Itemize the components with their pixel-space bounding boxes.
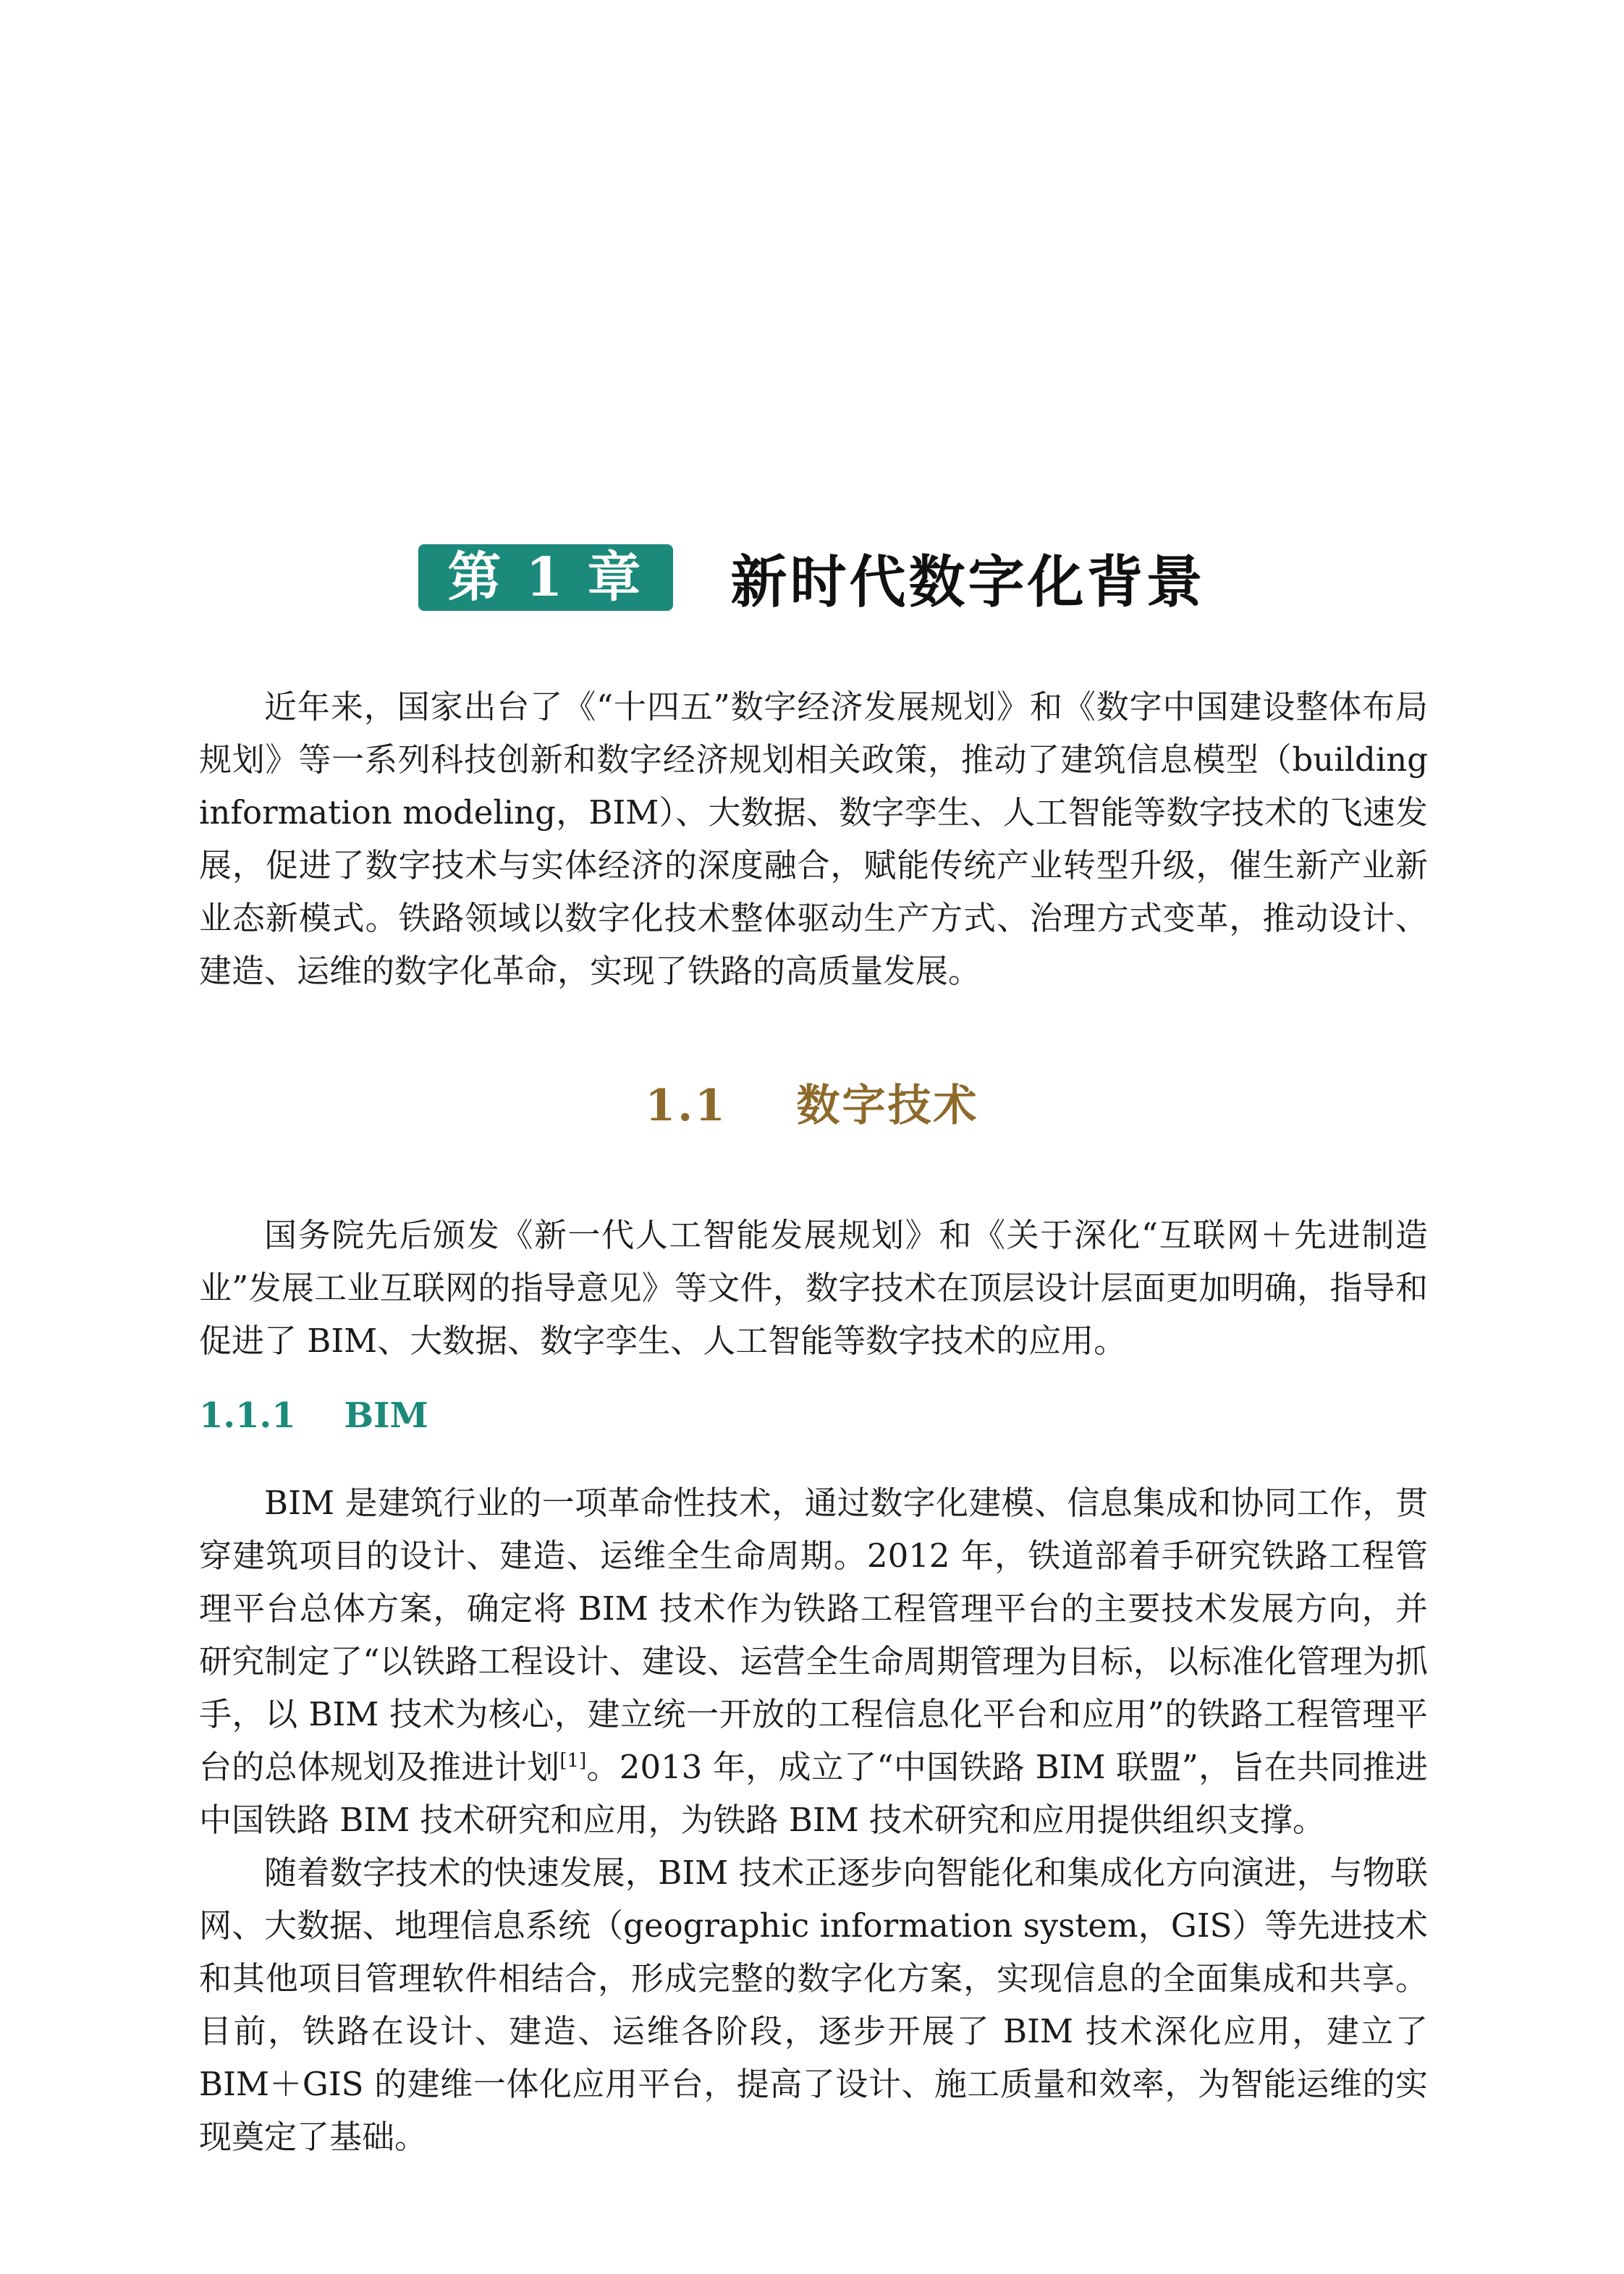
bim-paragraph-1-text: BIM 是建筑行业的一项革命性技术，通过数字化建模、信息集成和协同工作，贯穿建筑项目的设计、建造、运维全生命周期。2012 年，铁道部着手研究铁路工程管理平台总体方案，确定将 BIM 技术作为铁路工程管理平台的主要技术发展方向，并研究制定了“以铁路工程设计、建设、运营全生命周期管理为目标，以标准化管理为抓手，以 BIM 技术为核心，建立统一开放的工程信息化平台和应用”的铁路工程管理平台的总体规划及推进计划 xyxy=(199,1484,1428,1786)
section-heading xyxy=(0,1071,1624,1133)
section-paragraph: 国务院先后颁发《新一代人工智能发展规划》和《关于深化“互联网＋先进制造业”发展工业互联网的指导意见》等文件，数字技术在顶层设计层面更加明确，指导和促进了 BIM、大数据、数字孪生、人工智能等数字技术的应用。 xyxy=(199,1216,1428,1360)
bim-paragraph-1-text-cont: 。2013 年，成立了“中国铁路 BIM 联盟”，旨在共同推进中国铁路 BIM 技术研究和应用，为铁路 BIM 技术研究和应用提供组织支撑。 xyxy=(199,1748,1428,1839)
section-number: 1.1 xyxy=(645,1081,727,1131)
bim-paragraph-1 xyxy=(199,1476,1428,1846)
chapter-heading xyxy=(0,537,1624,618)
chapter-label: 第 1 章 xyxy=(418,544,672,611)
chapter-title: 新时代数字化背景 xyxy=(730,549,1206,615)
subsection-number: 1.1.1 xyxy=(199,1395,296,1436)
section-title: 数字技术 xyxy=(796,1081,979,1131)
subsection-title: BIM xyxy=(344,1395,428,1436)
intro-paragraph: 近年来，国家出台了《“十四五”数字经济发展规划》和《数字中国建设整体布局规划》等一系列科技创新和数字经济规划相关政策，推动了建筑信息模型（building information modeling，BIM）、大数据、数字孪生、人工智能等数字技术的飞速发展，促进了数字技术与实体经济的深度融合，赋能传统产业转型升级，催生新产业新业态新模式。铁路领域以数字化技术整体驱动生产方式、治理方式变革，推动设计、建造、运维的数字化革命，实现了铁路的高质量发展。 xyxy=(199,688,1428,990)
reference-marker: [1] xyxy=(559,1750,587,1772)
subsection-heading xyxy=(199,1395,428,1436)
bim-paragraph-2: 随着数字技术的快速发展，BIM 技术正逐步向智能化和集成化方向演进，与物联网、大数据、地理信息系统（geographic information system，GIS）等先进技术和其他项目管理软件相结合，形成完整的数字化方案，实现信息的全面集成和共享。目前，铁路在设计、建造、运维各阶段，逐步开展了 BIM 技术深化应用，建立了 BIM＋GIS 的建维一体化应用平台，提高了设计、施工质量和效率，为智能运维的实现奠定了基础。 xyxy=(199,1854,1428,2156)
